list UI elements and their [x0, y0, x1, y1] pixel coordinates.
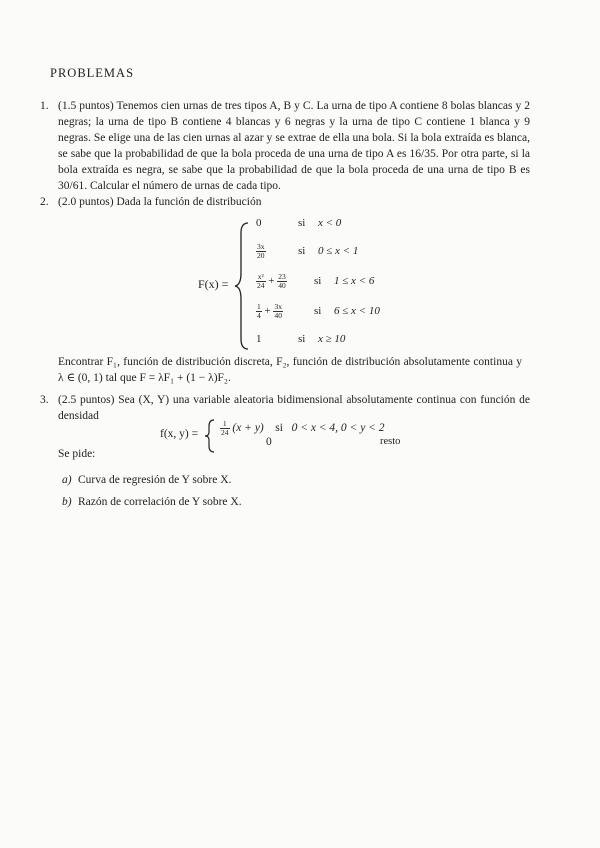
problem-3-text: (2.5 puntos) Sea (X, Y) una variable aleatoria bidimensional absolutamente continua con función de densidad	[58, 394, 530, 422]
density-function	[160, 419, 460, 459]
density-lhs: f(x, y) =	[160, 428, 199, 440]
left-brace-icon	[204, 419, 216, 453]
function-row-2: $\frac{3x}{20}$ si 0 ≤ x < 1	[257, 242, 359, 260]
function-row-1: 0 si x < 0	[256, 217, 342, 229]
problem-2-task: Encontrar F₁, función de distribución discreta, F₂, función de distribución absolutamente continua y λ ∈ (0, 1) tal que F = λF₁ + (1 − λ)F₂.	[58, 356, 522, 384]
density-resto: resto	[380, 436, 401, 447]
function-row-4: $\frac{1}{4}$ + $\frac{3x}{40}$ si 6 ≤ x < 10	[257, 302, 380, 320]
list-item: a) Curva de regresión de Y sobre X.	[62, 474, 232, 486]
se-pide: Se pide:	[58, 448, 96, 460]
function-lhs: F(x) =	[198, 277, 229, 291]
fraction: $\frac{3x}{20}$	[257, 242, 265, 260]
left-brace-icon	[234, 221, 250, 351]
problem-1-text: (1.5 puntos) Tenemos cien urnas de tres tipos A, B y C. La urna de tipo A contiene 8 bolas blancas y 2 negras; la urna de tipo B contiene 4 blancas y 6 negras y la urna de tipo C contiene 1 blanca y 9 negras. Se elige una de las cien urnas al azar y se extrae de ella una bola. Si la bola extraída es blanca, se sabe que la probabilidad de que la bola proceda de una urna de tipo A es 16/35. Por otra parte, si la bola extraída es negra, se sabe que la probabilidad de que la bola proceda de una urna de tipo B es 30/61. Calcular el número de urnas de cada tipo.	[58, 100, 530, 192]
problem-1	[40, 98, 530, 194]
density-zero: 0	[266, 436, 272, 448]
problem-2-number: 2.	[40, 196, 49, 208]
function-row-5: 1 si x ≥ 10	[256, 333, 346, 345]
density-row-1: $\frac{1}{24}$ (x + y) si 0 < x < 4, 0 < y < 2	[221, 419, 385, 437]
distribution-function	[198, 215, 538, 355]
problem-3-number: 3.	[40, 394, 49, 406]
section-heading: PROBLEMAS	[50, 66, 135, 80]
list-item: b) Razón de correlación de Y sobre X.	[62, 496, 242, 508]
problem-1-number: 1.	[40, 100, 49, 112]
problem-2	[40, 194, 530, 210]
problem-2-text: (2.0 puntos) Dada la función de distribución	[58, 196, 262, 208]
function-row-3: $\frac{\text{x²}}{24}$ + $\frac{23}{40}$ si 1 ≤ x < 6	[257, 272, 375, 290]
